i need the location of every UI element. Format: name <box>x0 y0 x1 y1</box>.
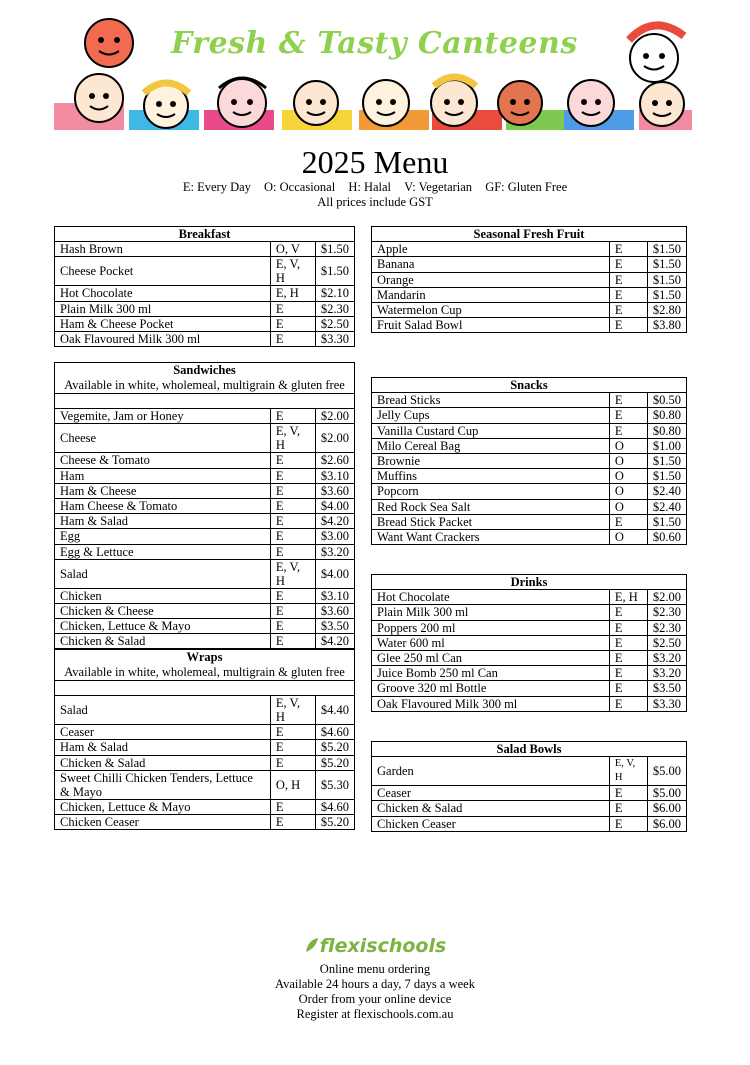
snacks-section <box>371 377 687 545</box>
fruit-title: Seasonal Fresh Fruit <box>372 227 687 242</box>
menu-row <box>372 499 687 514</box>
menu-code: E, V, H <box>609 757 647 786</box>
flexischools-logo <box>304 936 447 962</box>
menu-row <box>55 799 355 814</box>
menu-row <box>372 257 687 272</box>
menu-row <box>55 559 355 588</box>
menu-price: $1.50 <box>647 453 686 468</box>
menu-name: Cheese <box>55 424 271 453</box>
menu-name: Groove 320 ml Bottle <box>372 681 610 696</box>
menu-name: Chicken & Salad <box>55 755 271 770</box>
menu-code: O <box>609 469 647 484</box>
menu-code: E <box>609 302 647 317</box>
menu-name: Plain Milk 300 ml <box>372 605 610 620</box>
menu-name: Red Rock Sea Salt <box>372 499 610 514</box>
menu-price: $0.60 <box>647 529 686 544</box>
menu-row <box>372 423 687 438</box>
menu-code: E <box>609 605 647 620</box>
legend-item: H: Halal <box>348 180 392 194</box>
menu-row <box>55 453 355 468</box>
menu-row <box>55 740 355 755</box>
menu-row <box>372 590 687 605</box>
menu-row <box>55 814 355 829</box>
menu-name: Ceaser <box>372 786 610 801</box>
menu-name: Salad <box>55 696 271 725</box>
menu-code: O <box>609 484 647 499</box>
menu-code: E <box>270 409 315 424</box>
menu-name: Egg & Lettuce <box>55 544 271 559</box>
menu-code: E <box>270 603 315 618</box>
menu-code: E <box>609 393 647 408</box>
menu-name: Chicken & Cheese <box>55 603 271 618</box>
menu-code: E <box>270 514 315 529</box>
menu-code: E <box>270 588 315 603</box>
menu-code: E <box>270 468 315 483</box>
menu-price: $3.60 <box>315 483 354 498</box>
menu-code: E <box>270 316 315 331</box>
menu-code: E, V, H <box>270 696 315 725</box>
menu-code: E <box>609 287 647 302</box>
menu-code: E <box>270 529 315 544</box>
menu-price: $3.30 <box>647 696 686 711</box>
menu-name: Egg <box>55 529 271 544</box>
menu-price: $2.50 <box>315 316 354 331</box>
fruit-table <box>371 226 687 333</box>
menu-code: E <box>270 814 315 829</box>
menu-code: E <box>270 301 315 316</box>
menu-price: $1.50 <box>315 242 354 257</box>
menu-row <box>55 770 355 799</box>
menu-name: Salad <box>55 559 271 588</box>
menu-code: E <box>609 801 647 816</box>
menu-name: Chicken, Lettuce & Mayo <box>55 799 271 814</box>
breakfast-table <box>54 226 355 347</box>
menu-name: Chicken, Lettuce & Mayo <box>55 619 271 634</box>
menu-name: Ham & Salad <box>55 514 271 529</box>
menu-price: $2.30 <box>647 620 686 635</box>
menu-price: $1.50 <box>315 257 354 286</box>
menu-name: Ham Cheese & Tomato <box>55 498 271 513</box>
menu-price: $4.20 <box>315 514 354 529</box>
gst-note: All prices include GST <box>317 195 433 209</box>
menu-price: $5.30 <box>315 770 354 799</box>
menu-row <box>55 514 355 529</box>
menu-name: Orange <box>372 272 610 287</box>
menu-row <box>372 514 687 529</box>
menu-row <box>372 786 687 801</box>
menu-row <box>55 498 355 513</box>
menu-name: Brownie <box>372 453 610 468</box>
menu-name: Garden <box>372 757 610 786</box>
menu-code: E <box>270 498 315 513</box>
menu-price: $3.10 <box>315 468 354 483</box>
menu-price: $3.10 <box>315 588 354 603</box>
menu-row <box>372 757 687 786</box>
menu-code: O, H <box>270 770 315 799</box>
menu-price: $4.00 <box>315 559 354 588</box>
menu-row <box>55 634 355 649</box>
menu-row <box>372 302 687 317</box>
menu-row <box>55 588 355 603</box>
menu-code: E <box>270 799 315 814</box>
menu-price: $1.50 <box>647 514 686 529</box>
menu-code: E, H <box>609 590 647 605</box>
wraps-section <box>54 649 355 830</box>
menu-code: E <box>270 453 315 468</box>
menu-name: Hash Brown <box>55 242 271 257</box>
menu-row <box>55 242 355 257</box>
legend <box>0 180 750 210</box>
menu-price: $4.40 <box>315 696 354 725</box>
menu-price: $2.50 <box>647 635 686 650</box>
menu-name: Ham & Cheese Pocket <box>55 316 271 331</box>
menu-price: $1.50 <box>647 287 686 302</box>
menu-code: E <box>609 514 647 529</box>
menu-name: Poppers 200 ml <box>372 620 610 635</box>
menu-code: E, V, H <box>270 559 315 588</box>
menu-name: Oak Flavoured Milk 300 ml <box>55 331 271 346</box>
menu-row <box>55 544 355 559</box>
menu-price: $3.20 <box>647 666 686 681</box>
menu-row <box>372 620 687 635</box>
menu-price: $4.00 <box>315 498 354 513</box>
menu-name: Vanilla Custard Cup <box>372 423 610 438</box>
menu-code: E <box>609 318 647 333</box>
footer-line: Available 24 hours a day, 7 days a week <box>275 977 475 991</box>
menu-price: $3.50 <box>315 619 354 634</box>
drinks-section <box>371 574 687 712</box>
footer-line: Order from your online device <box>298 992 452 1006</box>
menu-code: E <box>609 696 647 711</box>
menu-code: E <box>270 544 315 559</box>
menu-name: Milo Cereal Bag <box>372 438 610 453</box>
menu-row <box>372 469 687 484</box>
menu-price: $3.00 <box>315 529 354 544</box>
menu-row <box>372 635 687 650</box>
menu-name: Bread Stick Packet <box>372 514 610 529</box>
fruit-section <box>371 226 687 333</box>
menu-code: E, V, H <box>270 257 315 286</box>
menu-name: Chicken Ceaser <box>372 816 610 831</box>
menu-row <box>55 603 355 618</box>
breakfast-section <box>54 226 355 347</box>
sandwiches-table <box>54 362 355 649</box>
banner <box>54 18 692 130</box>
footer-line: Online menu ordering <box>319 962 431 976</box>
menu-code: E <box>609 620 647 635</box>
menu-name: Chicken Ceaser <box>55 814 271 829</box>
menu-price: $1.50 <box>647 257 686 272</box>
menu-code: E, V, H <box>270 424 315 453</box>
menu-row <box>55 286 355 301</box>
menu-name: Bread Sticks <box>372 393 610 408</box>
menu-code: E, H <box>270 286 315 301</box>
menu-row <box>372 650 687 665</box>
leaf-icon <box>304 936 320 954</box>
drinks-title: Drinks <box>372 575 687 590</box>
salad-bowls-section <box>371 741 687 832</box>
menu-name: Cheese Pocket <box>55 257 271 286</box>
legend-item: V: Vegetarian <box>404 180 473 194</box>
salad-bowls-title: Salad Bowls <box>372 742 687 757</box>
menu-price: $5.00 <box>647 757 686 786</box>
menu-row <box>372 529 687 544</box>
menu-price: $1.50 <box>647 469 686 484</box>
menu-price: $0.80 <box>647 423 686 438</box>
menu-row <box>372 242 687 257</box>
menu-price: $1.00 <box>647 438 686 453</box>
menu-row <box>372 801 687 816</box>
logo-text: flexischools <box>319 935 447 957</box>
menu-code: E <box>270 483 315 498</box>
menu-row <box>55 409 355 424</box>
menu-price: $5.20 <box>315 740 354 755</box>
menu-row <box>372 272 687 287</box>
menu-code: O <box>609 529 647 544</box>
legend-item: GF: Gluten Free <box>485 180 568 194</box>
menu-price: $1.50 <box>647 242 686 257</box>
menu-price: $2.60 <box>315 453 354 468</box>
menu-code: O <box>609 499 647 514</box>
menu-name: Want Want Crackers <box>372 529 610 544</box>
menu-name: Water 600 ml <box>372 635 610 650</box>
menu-price: $2.00 <box>647 590 686 605</box>
menu-row <box>372 287 687 302</box>
menu-price: $2.40 <box>647 499 686 514</box>
menu-name: Jelly Cups <box>372 408 610 423</box>
menu-name: Glee 250 ml Can <box>372 650 610 665</box>
menu-code: E <box>270 740 315 755</box>
menu-row <box>372 438 687 453</box>
menu-row <box>55 725 355 740</box>
menu-name: Chicken & Salad <box>55 634 271 649</box>
menu-code: E <box>609 635 647 650</box>
menu-code: E <box>609 423 647 438</box>
menu-row <box>372 408 687 423</box>
wraps-table <box>54 649 355 830</box>
menu-price: $4.60 <box>315 725 354 740</box>
salad-bowls-table <box>371 741 687 832</box>
menu-row <box>55 257 355 286</box>
menu-price: $0.80 <box>647 408 686 423</box>
menu-price: $2.40 <box>647 484 686 499</box>
menu-row <box>372 696 687 711</box>
menu-row <box>372 453 687 468</box>
menu-price: $2.00 <box>315 409 354 424</box>
menu-code: E <box>609 786 647 801</box>
menu-price: $6.00 <box>647 801 686 816</box>
menu-code: E <box>270 331 315 346</box>
menu-row <box>372 393 687 408</box>
menu-price: $4.20 <box>315 634 354 649</box>
menu-row <box>372 318 687 333</box>
footer-line: Register at flexischools.com.au <box>296 1007 454 1021</box>
menu-price: $1.50 <box>647 272 686 287</box>
banner-title: Fresh & Tasty Canteens <box>171 26 578 61</box>
sandwiches-subtitle: Available in white, wholemeal, multigrain & gluten free <box>64 378 345 392</box>
menu-code: E <box>609 666 647 681</box>
menu-row <box>55 316 355 331</box>
menu-row <box>55 696 355 725</box>
menu-row <box>55 424 355 453</box>
menu-code: E <box>609 242 647 257</box>
menu-name: Chicken <box>55 588 271 603</box>
menu-row <box>55 301 355 316</box>
menu-row <box>372 681 687 696</box>
menu-price: $3.20 <box>315 544 354 559</box>
menu-row <box>372 484 687 499</box>
menu-code: O, V <box>270 242 315 257</box>
wraps-title: Wraps <box>186 650 223 664</box>
menu-name: Juice Bomb 250 ml Can <box>372 666 610 681</box>
menu-price: $2.30 <box>647 605 686 620</box>
menu-name: Sweet Chilli Chicken Tenders, Lettuce & Mayo <box>55 770 271 799</box>
menu-name: Muffins <box>372 469 610 484</box>
menu-name: Oak Flavoured Milk 300 ml <box>372 696 610 711</box>
breakfast-title: Breakfast <box>55 227 355 242</box>
menu-price: $6.00 <box>647 816 686 831</box>
menu-name: Cheese & Tomato <box>55 453 271 468</box>
menu-name: Ceaser <box>55 725 271 740</box>
menu-name: Mandarin <box>372 287 610 302</box>
menu-price: $3.60 <box>315 603 354 618</box>
menu-price: $2.80 <box>647 302 686 317</box>
menu-name: Vegemite, Jam or Honey <box>55 409 271 424</box>
menu-row <box>372 666 687 681</box>
menu-name: Fruit Salad Bowl <box>372 318 610 333</box>
legend-codes <box>0 180 750 195</box>
page-title: 2025 Menu <box>301 144 449 180</box>
snacks-table <box>371 377 687 545</box>
menu-price: $5.20 <box>315 755 354 770</box>
menu-price: $3.30 <box>315 331 354 346</box>
menu-name: Ham & Salad <box>55 740 271 755</box>
menu-code: E <box>609 257 647 272</box>
menu-code: E <box>609 681 647 696</box>
menu-name: Chicken & Salad <box>372 801 610 816</box>
menu-row <box>55 619 355 634</box>
menu-name: Hot Chocolate <box>55 286 271 301</box>
menu-row <box>55 468 355 483</box>
menu-name: Plain Milk 300 ml <box>55 301 271 316</box>
menu-price: $5.00 <box>647 786 686 801</box>
menu-code: O <box>609 438 647 453</box>
legend-item: E: Every Day <box>182 180 251 194</box>
menu-price: $2.10 <box>315 286 354 301</box>
menu-name: Watermelon Cup <box>372 302 610 317</box>
menu-row <box>55 483 355 498</box>
menu-row <box>372 816 687 831</box>
menu-price: $3.50 <box>647 681 686 696</box>
menu-code: O <box>609 453 647 468</box>
menu-name: Hot Chocolate <box>372 590 610 605</box>
menu-price: $2.00 <box>315 424 354 453</box>
menu-code: E <box>609 650 647 665</box>
sandwiches-title: Sandwiches <box>173 363 236 377</box>
menu-row <box>55 331 355 346</box>
sandwiches-section <box>54 362 355 649</box>
snacks-title: Snacks <box>372 378 687 393</box>
footer <box>0 936 750 1022</box>
menu-row <box>372 605 687 620</box>
menu-price: $5.20 <box>315 814 354 829</box>
menu-row <box>55 755 355 770</box>
menu-code: E <box>609 272 647 287</box>
menu-name: Popcorn <box>372 484 610 499</box>
menu-code: E <box>270 725 315 740</box>
menu-price: $4.60 <box>315 799 354 814</box>
menu-code: E <box>609 816 647 831</box>
menu-price: $3.20 <box>647 650 686 665</box>
wraps-subtitle: Available in white, wholemeal, multigrain & gluten free <box>64 665 345 679</box>
menu-row <box>55 529 355 544</box>
drinks-table <box>371 574 687 712</box>
menu-price: $0.50 <box>647 393 686 408</box>
menu-code: E <box>270 755 315 770</box>
menu-name: Ham <box>55 468 271 483</box>
menu-name: Banana <box>372 257 610 272</box>
menu-name: Ham & Cheese <box>55 483 271 498</box>
menu-code: E <box>270 619 315 634</box>
menu-name: Apple <box>372 242 610 257</box>
legend-item: O: Occasional <box>264 180 336 194</box>
menu-price: $3.80 <box>647 318 686 333</box>
menu-code: E <box>609 408 647 423</box>
menu-price: $2.30 <box>315 301 354 316</box>
menu-code: E <box>270 634 315 649</box>
